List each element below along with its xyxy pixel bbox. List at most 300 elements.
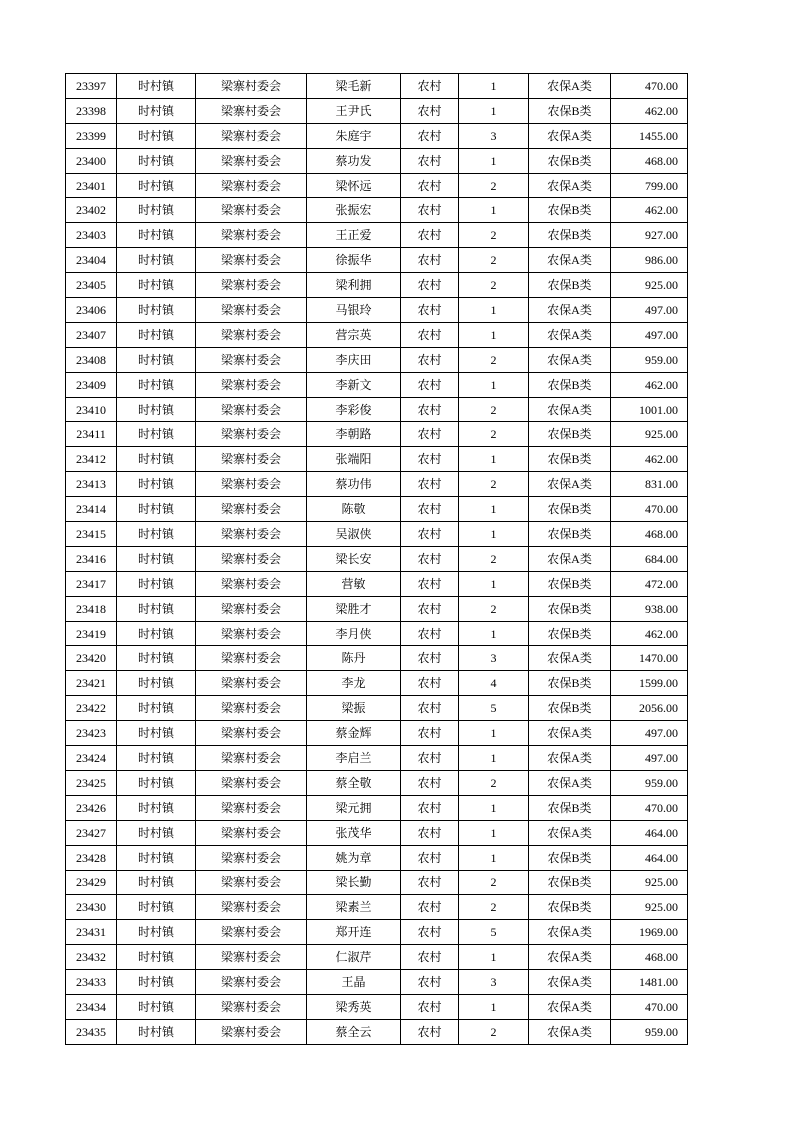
town-cell: 时村镇 (117, 571, 196, 596)
name-cell: 李新文 (307, 372, 401, 397)
type-cell: 农村 (401, 746, 459, 771)
id-cell: 23418 (66, 596, 117, 621)
amount-cell: 470.00 (611, 994, 688, 1019)
count-cell: 5 (459, 920, 529, 945)
amount-cell: 497.00 (611, 322, 688, 347)
category-cell: 农保A类 (529, 746, 611, 771)
count-cell: 3 (459, 646, 529, 671)
type-cell: 农村 (401, 870, 459, 895)
name-cell: 蔡功伟 (307, 472, 401, 497)
type-cell: 农村 (401, 945, 459, 970)
count-cell: 1 (459, 795, 529, 820)
type-cell: 农村 (401, 74, 459, 99)
count-cell: 3 (459, 123, 529, 148)
amount-cell: 462.00 (611, 198, 688, 223)
type-cell: 农村 (401, 571, 459, 596)
name-cell: 郑开连 (307, 920, 401, 945)
type-cell: 农村 (401, 347, 459, 372)
type-cell: 农村 (401, 820, 459, 845)
village-cell: 梁寨村委会 (196, 546, 307, 571)
category-cell: 农保B类 (529, 696, 611, 721)
type-cell: 农村 (401, 671, 459, 696)
type-cell: 农村 (401, 472, 459, 497)
category-cell: 农保A类 (529, 920, 611, 945)
amount-cell: 468.00 (611, 148, 688, 173)
type-cell: 农村 (401, 98, 459, 123)
town-cell: 时村镇 (117, 248, 196, 273)
name-cell: 徐振华 (307, 248, 401, 273)
id-cell: 23435 (66, 1019, 117, 1044)
records-table (65, 73, 688, 1045)
village-cell: 梁寨村委会 (196, 198, 307, 223)
amount-cell: 959.00 (611, 770, 688, 795)
table-row (66, 746, 688, 771)
table-row (66, 571, 688, 596)
count-cell: 2 (459, 472, 529, 497)
village-cell: 梁寨村委会 (196, 472, 307, 497)
type-cell: 农村 (401, 795, 459, 820)
category-cell: 农保B类 (529, 372, 611, 397)
name-cell: 梁秀英 (307, 994, 401, 1019)
id-cell: 23419 (66, 621, 117, 646)
village-cell: 梁寨村委会 (196, 273, 307, 298)
count-cell: 2 (459, 870, 529, 895)
id-cell: 23430 (66, 895, 117, 920)
village-cell: 梁寨村委会 (196, 596, 307, 621)
town-cell: 时村镇 (117, 870, 196, 895)
count-cell: 1 (459, 447, 529, 472)
name-cell: 营宗英 (307, 322, 401, 347)
category-cell: 农保A类 (529, 74, 611, 99)
count-cell: 1 (459, 746, 529, 771)
name-cell: 蔡全敬 (307, 770, 401, 795)
id-cell: 23427 (66, 820, 117, 845)
town-cell: 时村镇 (117, 671, 196, 696)
id-cell: 23428 (66, 845, 117, 870)
type-cell: 农村 (401, 273, 459, 298)
count-cell: 1 (459, 945, 529, 970)
name-cell: 李月侠 (307, 621, 401, 646)
table-row (66, 522, 688, 547)
village-cell: 梁寨村委会 (196, 671, 307, 696)
table-row (66, 920, 688, 945)
name-cell: 蔡全云 (307, 1019, 401, 1044)
village-cell: 梁寨村委会 (196, 1019, 307, 1044)
table-row (66, 696, 688, 721)
type-cell: 农村 (401, 497, 459, 522)
amount-cell: 927.00 (611, 223, 688, 248)
type-cell: 农村 (401, 994, 459, 1019)
village-cell: 梁寨村委会 (196, 994, 307, 1019)
category-cell: 农保A类 (529, 721, 611, 746)
amount-cell: 497.00 (611, 746, 688, 771)
category-cell: 农保A类 (529, 298, 611, 323)
village-cell: 梁寨村委会 (196, 770, 307, 795)
category-cell: 农保A类 (529, 472, 611, 497)
amount-cell: 462.00 (611, 447, 688, 472)
amount-cell: 468.00 (611, 522, 688, 547)
id-cell: 23413 (66, 472, 117, 497)
amount-cell: 799.00 (611, 173, 688, 198)
category-cell: 农保B类 (529, 148, 611, 173)
town-cell: 时村镇 (117, 447, 196, 472)
table-row (66, 845, 688, 870)
count-cell: 1 (459, 994, 529, 1019)
amount-cell: 925.00 (611, 870, 688, 895)
id-cell: 23403 (66, 223, 117, 248)
amount-cell: 938.00 (611, 596, 688, 621)
type-cell: 农村 (401, 397, 459, 422)
category-cell: 农保B类 (529, 497, 611, 522)
amount-cell: 1969.00 (611, 920, 688, 945)
id-cell: 23408 (66, 347, 117, 372)
count-cell: 2 (459, 248, 529, 273)
amount-cell: 468.00 (611, 945, 688, 970)
name-cell: 张端阳 (307, 447, 401, 472)
table-row (66, 596, 688, 621)
town-cell: 时村镇 (117, 522, 196, 547)
town-cell: 时村镇 (117, 795, 196, 820)
village-cell: 梁寨村委会 (196, 895, 307, 920)
town-cell: 时村镇 (117, 198, 196, 223)
town-cell: 时村镇 (117, 347, 196, 372)
town-cell: 时村镇 (117, 1019, 196, 1044)
town-cell: 时村镇 (117, 546, 196, 571)
id-cell: 23401 (66, 173, 117, 198)
type-cell: 农村 (401, 223, 459, 248)
village-cell: 梁寨村委会 (196, 571, 307, 596)
name-cell: 蔡金辉 (307, 721, 401, 746)
town-cell: 时村镇 (117, 895, 196, 920)
type-cell: 农村 (401, 721, 459, 746)
id-cell: 23399 (66, 123, 117, 148)
type-cell: 农村 (401, 646, 459, 671)
table-row (66, 970, 688, 995)
name-cell: 梁怀远 (307, 173, 401, 198)
village-cell: 梁寨村委会 (196, 945, 307, 970)
table-row (66, 820, 688, 845)
count-cell: 2 (459, 596, 529, 621)
amount-cell: 497.00 (611, 721, 688, 746)
village-cell: 梁寨村委会 (196, 322, 307, 347)
table-row (66, 322, 688, 347)
village-cell: 梁寨村委会 (196, 696, 307, 721)
name-cell: 李龙 (307, 671, 401, 696)
id-cell: 23434 (66, 994, 117, 1019)
id-cell: 23415 (66, 522, 117, 547)
amount-cell: 1481.00 (611, 970, 688, 995)
type-cell: 农村 (401, 895, 459, 920)
village-cell: 梁寨村委会 (196, 347, 307, 372)
count-cell: 1 (459, 322, 529, 347)
town-cell: 时村镇 (117, 472, 196, 497)
count-cell: 1 (459, 820, 529, 845)
table-row (66, 198, 688, 223)
id-cell: 23414 (66, 497, 117, 522)
village-cell: 梁寨村委会 (196, 248, 307, 273)
amount-cell: 925.00 (611, 422, 688, 447)
table-row (66, 123, 688, 148)
amount-cell: 925.00 (611, 895, 688, 920)
name-cell: 梁长安 (307, 546, 401, 571)
village-cell: 梁寨村委会 (196, 223, 307, 248)
category-cell: 农保A类 (529, 347, 611, 372)
id-cell: 23431 (66, 920, 117, 945)
town-cell: 时村镇 (117, 994, 196, 1019)
village-cell: 梁寨村委会 (196, 870, 307, 895)
town-cell: 时村镇 (117, 273, 196, 298)
village-cell: 梁寨村委会 (196, 123, 307, 148)
table-row (66, 298, 688, 323)
category-cell: 农保A类 (529, 994, 611, 1019)
type-cell: 农村 (401, 248, 459, 273)
name-cell: 吴淑侠 (307, 522, 401, 547)
count-cell: 1 (459, 522, 529, 547)
category-cell: 农保B类 (529, 870, 611, 895)
amount-cell: 497.00 (611, 298, 688, 323)
count-cell: 1 (459, 845, 529, 870)
village-cell: 梁寨村委会 (196, 820, 307, 845)
count-cell: 2 (459, 173, 529, 198)
type-cell: 农村 (401, 422, 459, 447)
village-cell: 梁寨村委会 (196, 646, 307, 671)
town-cell: 时村镇 (117, 98, 196, 123)
town-cell: 时村镇 (117, 621, 196, 646)
amount-cell: 464.00 (611, 820, 688, 845)
id-cell: 23402 (66, 198, 117, 223)
records-table-body (66, 74, 688, 1045)
id-cell: 23420 (66, 646, 117, 671)
category-cell: 农保A类 (529, 945, 611, 970)
table-row (66, 1019, 688, 1044)
amount-cell: 2056.00 (611, 696, 688, 721)
table-row (66, 671, 688, 696)
count-cell: 1 (459, 497, 529, 522)
name-cell: 李彩俊 (307, 397, 401, 422)
town-cell: 时村镇 (117, 770, 196, 795)
town-cell: 时村镇 (117, 920, 196, 945)
village-cell: 梁寨村委会 (196, 397, 307, 422)
table-row (66, 721, 688, 746)
category-cell: 农保B类 (529, 621, 611, 646)
amount-cell: 986.00 (611, 248, 688, 273)
village-cell: 梁寨村委会 (196, 621, 307, 646)
name-cell: 梁振 (307, 696, 401, 721)
id-cell: 23406 (66, 298, 117, 323)
amount-cell: 925.00 (611, 273, 688, 298)
amount-cell: 462.00 (611, 372, 688, 397)
name-cell: 梁利拥 (307, 273, 401, 298)
town-cell: 时村镇 (117, 74, 196, 99)
category-cell: 农保B类 (529, 198, 611, 223)
category-cell: 农保B类 (529, 795, 611, 820)
type-cell: 农村 (401, 148, 459, 173)
name-cell: 王尹氏 (307, 98, 401, 123)
town-cell: 时村镇 (117, 148, 196, 173)
table-row (66, 223, 688, 248)
id-cell: 23397 (66, 74, 117, 99)
category-cell: 农保B类 (529, 447, 611, 472)
name-cell: 陈敬 (307, 497, 401, 522)
id-cell: 23405 (66, 273, 117, 298)
village-cell: 梁寨村委会 (196, 148, 307, 173)
count-cell: 3 (459, 970, 529, 995)
name-cell: 梁胜才 (307, 596, 401, 621)
type-cell: 农村 (401, 696, 459, 721)
town-cell: 时村镇 (117, 298, 196, 323)
category-cell: 农保B类 (529, 223, 611, 248)
type-cell: 农村 (401, 596, 459, 621)
type-cell: 农村 (401, 546, 459, 571)
category-cell: 农保B类 (529, 422, 611, 447)
village-cell: 梁寨村委会 (196, 497, 307, 522)
table-row (66, 397, 688, 422)
amount-cell: 1001.00 (611, 397, 688, 422)
name-cell: 仁淑芹 (307, 945, 401, 970)
id-cell: 23417 (66, 571, 117, 596)
type-cell: 农村 (401, 845, 459, 870)
count-cell: 1 (459, 148, 529, 173)
id-cell: 23422 (66, 696, 117, 721)
count-cell: 2 (459, 422, 529, 447)
count-cell: 2 (459, 347, 529, 372)
id-cell: 23407 (66, 322, 117, 347)
town-cell: 时村镇 (117, 123, 196, 148)
category-cell: 农保A类 (529, 970, 611, 995)
town-cell: 时村镇 (117, 970, 196, 995)
village-cell: 梁寨村委会 (196, 298, 307, 323)
amount-cell: 1455.00 (611, 123, 688, 148)
count-cell: 1 (459, 372, 529, 397)
name-cell: 梁毛新 (307, 74, 401, 99)
name-cell: 李启兰 (307, 746, 401, 771)
category-cell: 农保A类 (529, 397, 611, 422)
table-row (66, 447, 688, 472)
village-cell: 梁寨村委会 (196, 970, 307, 995)
village-cell: 梁寨村委会 (196, 173, 307, 198)
table-row (66, 870, 688, 895)
town-cell: 时村镇 (117, 223, 196, 248)
table-row (66, 273, 688, 298)
town-cell: 时村镇 (117, 696, 196, 721)
type-cell: 农村 (401, 322, 459, 347)
category-cell: 农保A类 (529, 770, 611, 795)
village-cell: 梁寨村委会 (196, 721, 307, 746)
town-cell: 时村镇 (117, 173, 196, 198)
category-cell: 农保B类 (529, 845, 611, 870)
category-cell: 农保B类 (529, 596, 611, 621)
village-cell: 梁寨村委会 (196, 98, 307, 123)
name-cell: 营敏 (307, 571, 401, 596)
village-cell: 梁寨村委会 (196, 372, 307, 397)
table-row (66, 98, 688, 123)
count-cell: 2 (459, 223, 529, 248)
count-cell: 1 (459, 198, 529, 223)
id-cell: 23432 (66, 945, 117, 970)
town-cell: 时村镇 (117, 646, 196, 671)
amount-cell: 1599.00 (611, 671, 688, 696)
id-cell: 23416 (66, 546, 117, 571)
table-row (66, 74, 688, 99)
amount-cell: 831.00 (611, 472, 688, 497)
category-cell: 农保B类 (529, 98, 611, 123)
amount-cell: 959.00 (611, 1019, 688, 1044)
id-cell: 23424 (66, 746, 117, 771)
amount-cell: 462.00 (611, 621, 688, 646)
table-row (66, 148, 688, 173)
category-cell: 农保A类 (529, 646, 611, 671)
count-cell: 1 (459, 571, 529, 596)
amount-cell: 470.00 (611, 795, 688, 820)
count-cell: 1 (459, 298, 529, 323)
name-cell: 朱庭宇 (307, 123, 401, 148)
village-cell: 梁寨村委会 (196, 522, 307, 547)
type-cell: 农村 (401, 123, 459, 148)
category-cell: 农保B类 (529, 895, 611, 920)
town-cell: 时村镇 (117, 820, 196, 845)
village-cell: 梁寨村委会 (196, 447, 307, 472)
table-row (66, 795, 688, 820)
category-cell: 农保B类 (529, 571, 611, 596)
type-cell: 农村 (401, 522, 459, 547)
name-cell: 张茂华 (307, 820, 401, 845)
count-cell: 4 (459, 671, 529, 696)
amount-cell: 464.00 (611, 845, 688, 870)
id-cell: 23425 (66, 770, 117, 795)
category-cell: 农保A类 (529, 322, 611, 347)
category-cell: 农保A类 (529, 1019, 611, 1044)
town-cell: 时村镇 (117, 397, 196, 422)
amount-cell: 462.00 (611, 98, 688, 123)
id-cell: 23426 (66, 795, 117, 820)
category-cell: 农保A类 (529, 123, 611, 148)
count-cell: 2 (459, 273, 529, 298)
category-cell: 农保A类 (529, 173, 611, 198)
count-cell: 2 (459, 1019, 529, 1044)
amount-cell: 470.00 (611, 74, 688, 99)
category-cell: 农保B类 (529, 671, 611, 696)
count-cell: 1 (459, 721, 529, 746)
name-cell: 马银玲 (307, 298, 401, 323)
town-cell: 时村镇 (117, 422, 196, 447)
id-cell: 23412 (66, 447, 117, 472)
name-cell: 李庆田 (307, 347, 401, 372)
id-cell: 23423 (66, 721, 117, 746)
table-row (66, 248, 688, 273)
id-cell: 23409 (66, 372, 117, 397)
name-cell: 李朝路 (307, 422, 401, 447)
count-cell: 1 (459, 74, 529, 99)
count-cell: 2 (459, 397, 529, 422)
type-cell: 农村 (401, 198, 459, 223)
table-row (66, 770, 688, 795)
village-cell: 梁寨村委会 (196, 920, 307, 945)
category-cell: 农保B类 (529, 273, 611, 298)
town-cell: 时村镇 (117, 497, 196, 522)
table-row (66, 347, 688, 372)
count-cell: 1 (459, 621, 529, 646)
town-cell: 时村镇 (117, 746, 196, 771)
table-row (66, 895, 688, 920)
table-row (66, 994, 688, 1019)
village-cell: 梁寨村委会 (196, 795, 307, 820)
table-row (66, 422, 688, 447)
type-cell: 农村 (401, 621, 459, 646)
amount-cell: 470.00 (611, 497, 688, 522)
amount-cell: 959.00 (611, 347, 688, 372)
name-cell: 梁长勤 (307, 870, 401, 895)
id-cell: 23404 (66, 248, 117, 273)
